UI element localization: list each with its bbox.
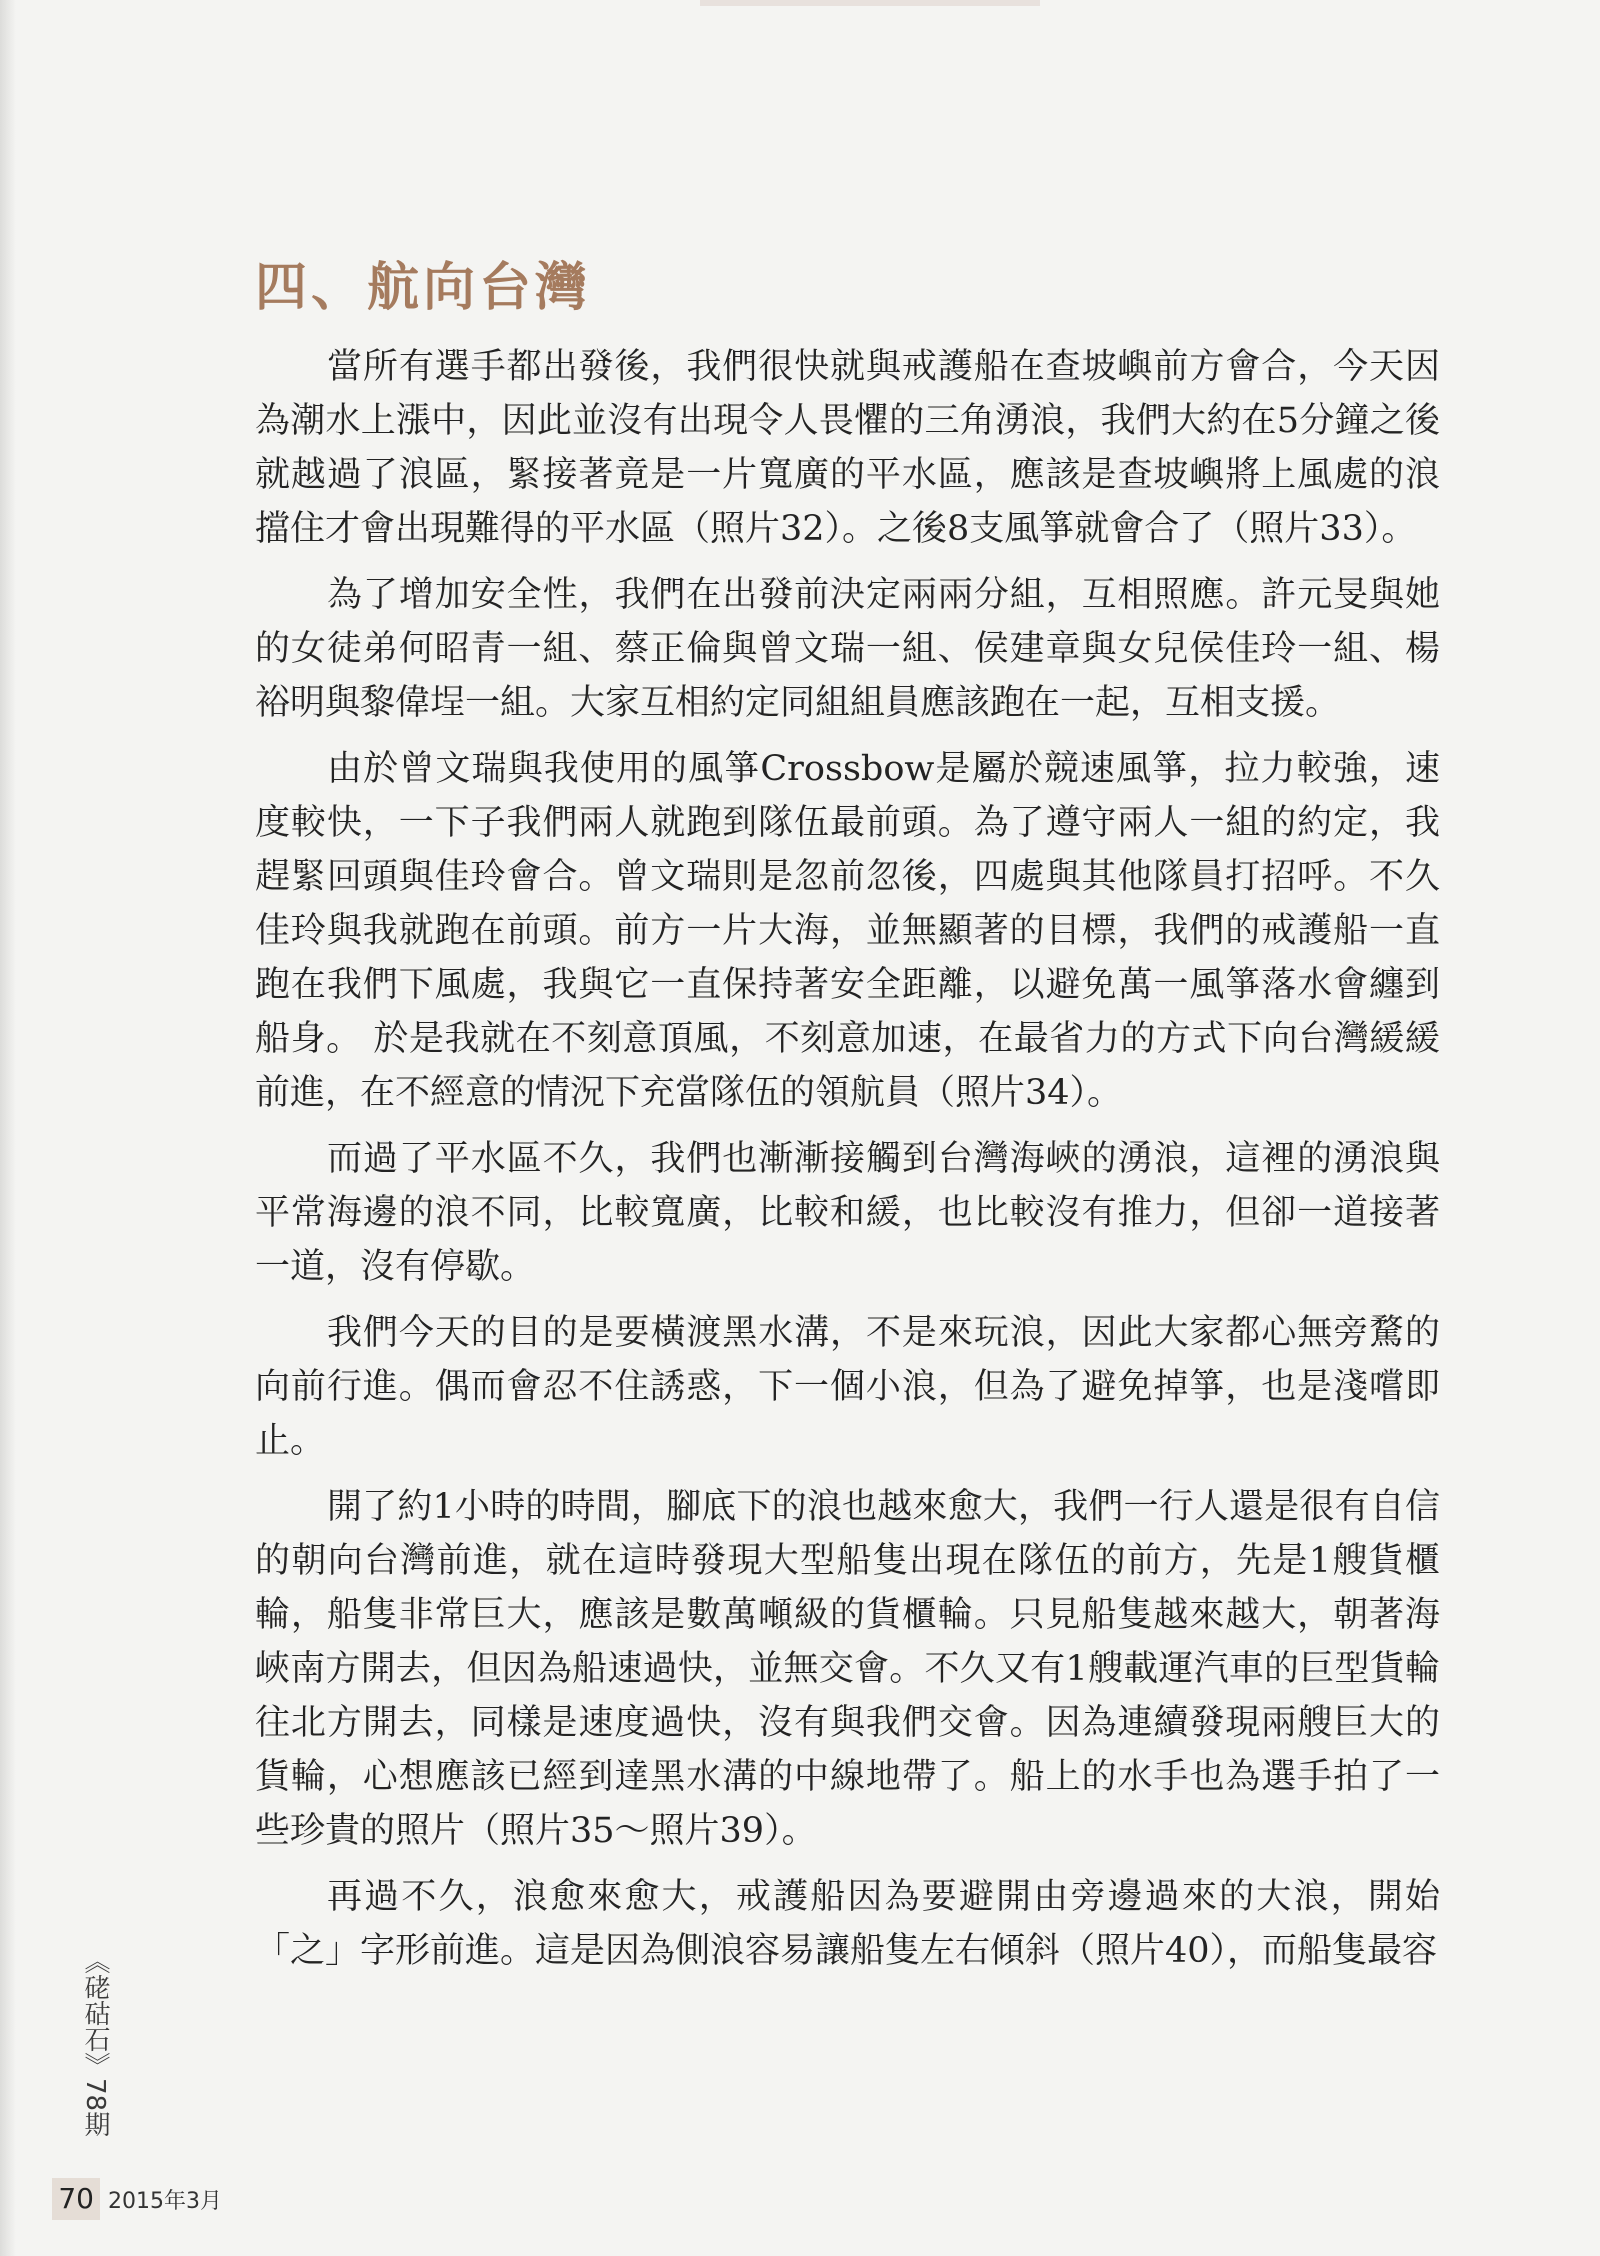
paragraph: 由於曾文瑞與我使用的風箏Crossbow是屬於競速風箏，拉力較強，速度較快，一下子我們兩人就跑到隊伍最前頭。為了遵守兩人一組的約定，我趕緊回頭與佳玲會合。曾文瑞則是忽前忽後，四處與其他隊員打招呼。不久佳玲與我就跑在前頭。前方一片大海，並無顯著的目標，我們的戒護船一直跑在我們下風處，我與它一直保持著安全距離，以避免萬一風箏落水會纏到船身。 於是我就在不刻意頂風，不刻意加速，在最省力的方式下向台灣緩緩前進，在不經意的情況下充當隊伍的領航員（照片34）。 [255,749,1440,1113]
issue-date: 2015年3月 [108,2188,222,2214]
page-footer [52,2178,222,2220]
magazine-title: 《硓𥑮石》78期 [80,1948,110,2138]
paragraph: 我們今天的目的是要橫渡黑水溝，不是來玩浪，因此大家都心無旁騖的向前行進。偶而會忍不住誘惑，下一個小浪，但為了避免掉箏，也是淺嚐即止。 [255,1313,1440,1461]
paragraph: 而過了平水區不久，我們也漸漸接觸到台灣海峽的湧浪，這裡的湧浪與平常海邊的浪不同，比較寬廣，比較和緩，也比較沒有推力，但卻一道接著一道，沒有停歇。 [255,1139,1440,1287]
paragraph: 為了增加安全性，我們在出發前決定兩兩分組，互相照應。許元旻與她的女徒弟何昭青一組、蔡正倫與曾文瑞一組、侯建章與女兒侯佳玲一組、楊裕明與黎偉埕一組。大家互相約定同組組員應該跑在一起，互相支援。 [255,575,1440,723]
section-title: 四、航向台灣 [255,258,592,318]
article-body [255,340,1440,1990]
paragraph: 再過不久，浪愈來愈大，戒護船因為要避開由旁邊過來的大浪，開始「之」字形前進。這是因為側浪容易讓船隻左右傾斜（照片40），而船隻最容 [255,1877,1440,1971]
paragraph: 開了約1小時的時間，腳底下的浪也越來愈大，我們一行人還是很有自信的朝向台灣前進，就在這時發現大型船隻出現在隊伍的前方，先是1艘貨櫃輪，船隻非常巨大，應該是數萬噸級的貨櫃輪。只見船隻越來越大，朝著海峽南方開去，但因為船速過快，並無交會。不久又有1艘載運汽車的巨型貨輪往北方開去，同樣是速度過快，沒有與我們交會。因為連續發現兩艘巨大的貨輪，心想應該已經到達黑水溝的中線地帶了。船上的水手也為選手拍了一些珍貴的照片（照片35～照片39）。 [255,1487,1440,1851]
page-number: 70 [52,2178,100,2220]
page-edge-shadow [0,0,16,2256]
page-top-mark [700,0,1040,6]
paragraph: 當所有選手都出發後，我們很快就與戒護船在查坡嶼前方會合，今天因為潮水上漲中，因此並沒有出現令人畏懼的三角湧浪，我們大約在5分鐘之後就越過了浪區，緊接著竟是一片寬廣的平水區，應該是查坡嶼將上風處的浪擋住才會出現難得的平水區（照片32）。之後8支風箏就會合了（照片33）。 [255,347,1440,549]
